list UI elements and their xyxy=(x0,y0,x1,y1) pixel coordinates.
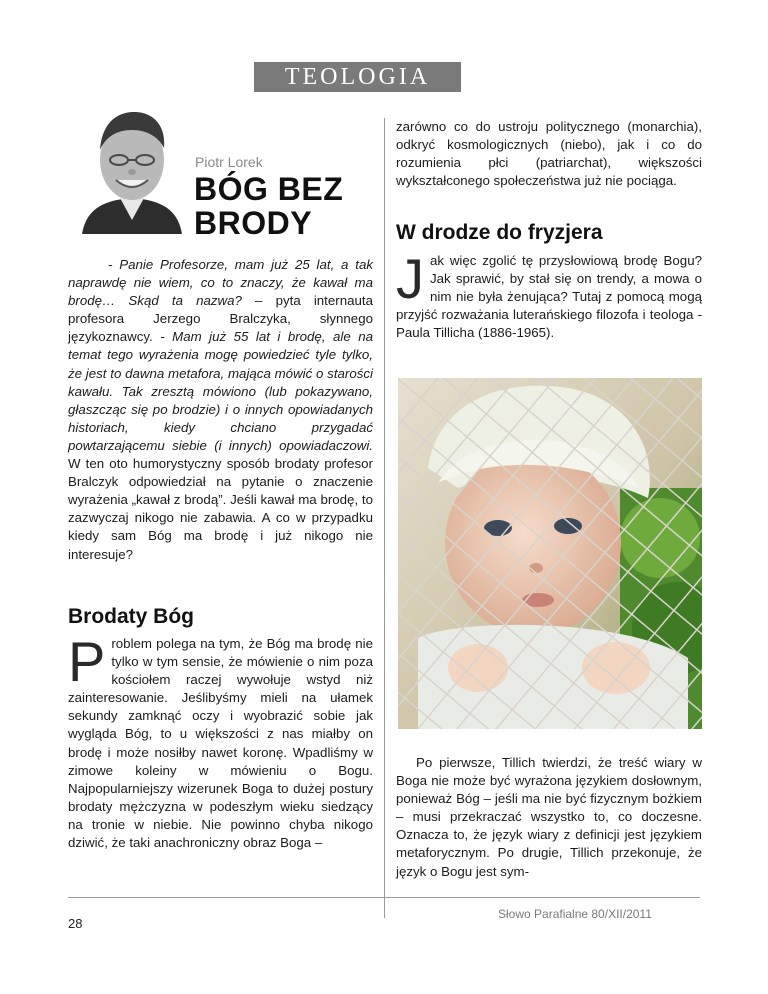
article-title-line1: BÓG BEZ xyxy=(194,171,344,207)
author-name: Piotr Lorek xyxy=(195,154,263,170)
footer-rule xyxy=(68,897,700,898)
dropcap-p: P xyxy=(68,630,106,693)
article-title-line2: BRODY xyxy=(194,205,313,241)
interviewer-question: - Panie Profesorze, mam już 25 lat, a tak naprawdę nie wiem, co to znaczy, że kawał ma brodę… Skąd ta nazwa? xyxy=(68,257,373,309)
section1-text: roblem polega na tym, że Bóg ma brodę nie tylko w tym sensie, że mówienie o nim poza kościołem raczej wywołuje wstyd niż zainteresowanie. Jeślibyśmy mieli na ułamek sekundy zamknąć oczy i wyobrazić sobie jak wygląda Bóg, to u większości z nas miałby on brodę i może nosiłby nawet koronę. Wpadliśmy w zimowe koleiny w mówieniu o Bogu. Najpopularniejszy wizerunek Boga to dużej postury brodaty mężczyzna w podeszłym wieku siedzący na tronie w niebie. Nie powinno chyba nikogo dziwić, że taki anachroniczny obraz Boga – xyxy=(68,636,373,851)
publication-footer: Słowo Parafialne 80/XII/2011 xyxy=(498,907,652,921)
section-heading-w-drodze: W drodze do fryzjera xyxy=(396,221,603,244)
right-column-bottom-paragraph: Po pierwsze, Tillich twierdzi, że treść wiary w Boga nie może być wyrażona językiem dosłownym, ponieważ Bóg – jeśli ma nie być fizycznym bożkiem – musi przekraczać wszystko to, co doczesne. Oznacza to, że język wiary z definicji jest językiem metaforycznym. Po drugie, Tillich przekonuje, że język o Bogu jest sym- xyxy=(396,755,702,879)
dropcap-j: J xyxy=(396,247,424,310)
intro-paragraph xyxy=(68,256,373,564)
section-header: TEOLOGIA xyxy=(254,62,461,92)
intro-narration: – pyta internauta profesora Jerzego Bralczyka, słynnego językoznawcy. xyxy=(68,293,373,345)
page-number: 28 xyxy=(68,916,83,931)
intro-conclusion: W ten oto humorystyczny sposób brodaty profesor Bralczyk odpowiedział na pytanie o znaczenie wyrażenia „kawał z brodą”. Jeśli kawał ma brodę, to zazwyczaj nikogo nie zabawia. A co w przypadku kiedy sam Bóg ma brodę i już nikogo nie interesuje? xyxy=(68,456,373,562)
section2-text: ak więc zgolić tę przysłowiową brodę Bogu? Jak sprawić, by stał się on trendy, a mowa o nim nie była żenująca? Tutaj z pomocą mogą przyjść rozważania luterańskiego filozofa i teologa - Paula Tillicha (1886-1965). xyxy=(396,253,702,341)
baby-net-photo xyxy=(398,378,702,729)
professor-answer: - Mam już 55 lat i brodę, ale na temat tego wyrażenia mogę powiedzieć tyle tylko, że jest to dawna metafora, mająca mówić o starości kawału. Tak zresztą mówiono (lub pokazywano, głaszcząc się po brodzie) i o innych opowiadanych historiach, kiedy chciano przygadać powtarzającemu siebie (i innych) opowiadaczowi. xyxy=(68,329,373,453)
section2-paragraph xyxy=(396,247,702,342)
section-heading-brodaty-bog: Brodaty Bóg xyxy=(68,605,194,628)
right-column-continuation: zarówno co do ustroju politycznego (monarchia), odkryć kosmologicznych (niebo), jak i co do rozumienia płci (patriarchat), większości wykształconego społeczeństwa już nie pociąga. xyxy=(396,119,702,189)
section1-paragraph xyxy=(68,630,373,852)
author-portrait xyxy=(76,102,188,234)
article-title xyxy=(194,172,374,240)
column-divider xyxy=(384,118,385,918)
